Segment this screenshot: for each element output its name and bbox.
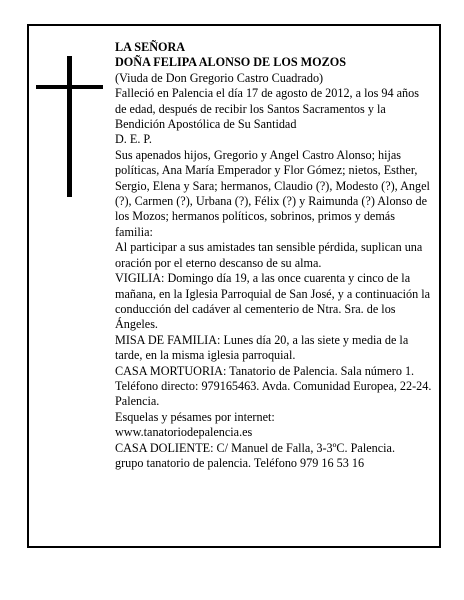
- condolences-url[interactable]: www.tanatoriodepalencia.es: [115, 425, 253, 440]
- heading-title: LA SEÑORA: [115, 40, 186, 54]
- cross-horizontal-bar: [36, 85, 103, 89]
- prayer-request: Al participar a sus amistades tan sensible pérdida, suplican una oración por el eterno descanso de su alma.: [115, 240, 423, 270]
- obituary-notice: [27, 24, 441, 548]
- death-statement: Falleció en Palencia el día 17 de agosto de 2012, a los 94 años de edad, después de recibir los Santos Sacramentos y la Bendición Apostólica de Su Santidad: [115, 86, 419, 132]
- widow-subtitle: (Viuda de Don Gregorio Castro Cuadrado): [115, 70, 324, 85]
- funeral-home-info: CASA MORTUORIA: Tanatorio de Palencia. Sala número 1. Teléfono directo: 979165463. Avda. Comunidad Europea, 22-24. Palencia.: [115, 363, 432, 409]
- obituary-text: [115, 40, 433, 471]
- rip-text: D. E. P.: [115, 132, 152, 147]
- family-list: Sus apenados hijos, Gregorio y Angel Castro Alonso; hijas políticas, Ana María Emperador y Flor Gómez; nietos, Esther, Sergio, Elena y Sara; hermanos, Claudio (?), Modesto (?), Angel (?), Carmen (?), Urbana (?), Félix (?) y Raimunda (?) Alonso de los Mozos; hermanos políticos, sobrinos, primos y demás familia:: [115, 147, 430, 239]
- family-mass-info: MISA DE FAMILIA: Lunes día 20, a las siete y media de la tarde, en la misma iglesia parroquial.: [115, 332, 409, 363]
- vigil-info: VIGILIA: Domingo día 19, a las once cuarenta y cinco de la mañana, en la Iglesia Parroquial de San José, y a continuación la conducción del cadáver al cementerio de Ntra. Sra. de los Ángeles.: [115, 271, 431, 332]
- mourning-house-info: CASA DOLIENTE: C/ Manuel de Falla, 3-3ºC. Palencia.: [115, 440, 395, 455]
- footer-contact: grupo tanatorio de palencia. Teléfono 979 16 53 16: [115, 455, 365, 470]
- deceased-name: DOÑA FELIPA ALONSO DE LOS MOZOS: [115, 55, 347, 70]
- cross-vertical-bar: [67, 56, 72, 197]
- condolences-label: Esquelas y pésames por internet:: [115, 409, 275, 424]
